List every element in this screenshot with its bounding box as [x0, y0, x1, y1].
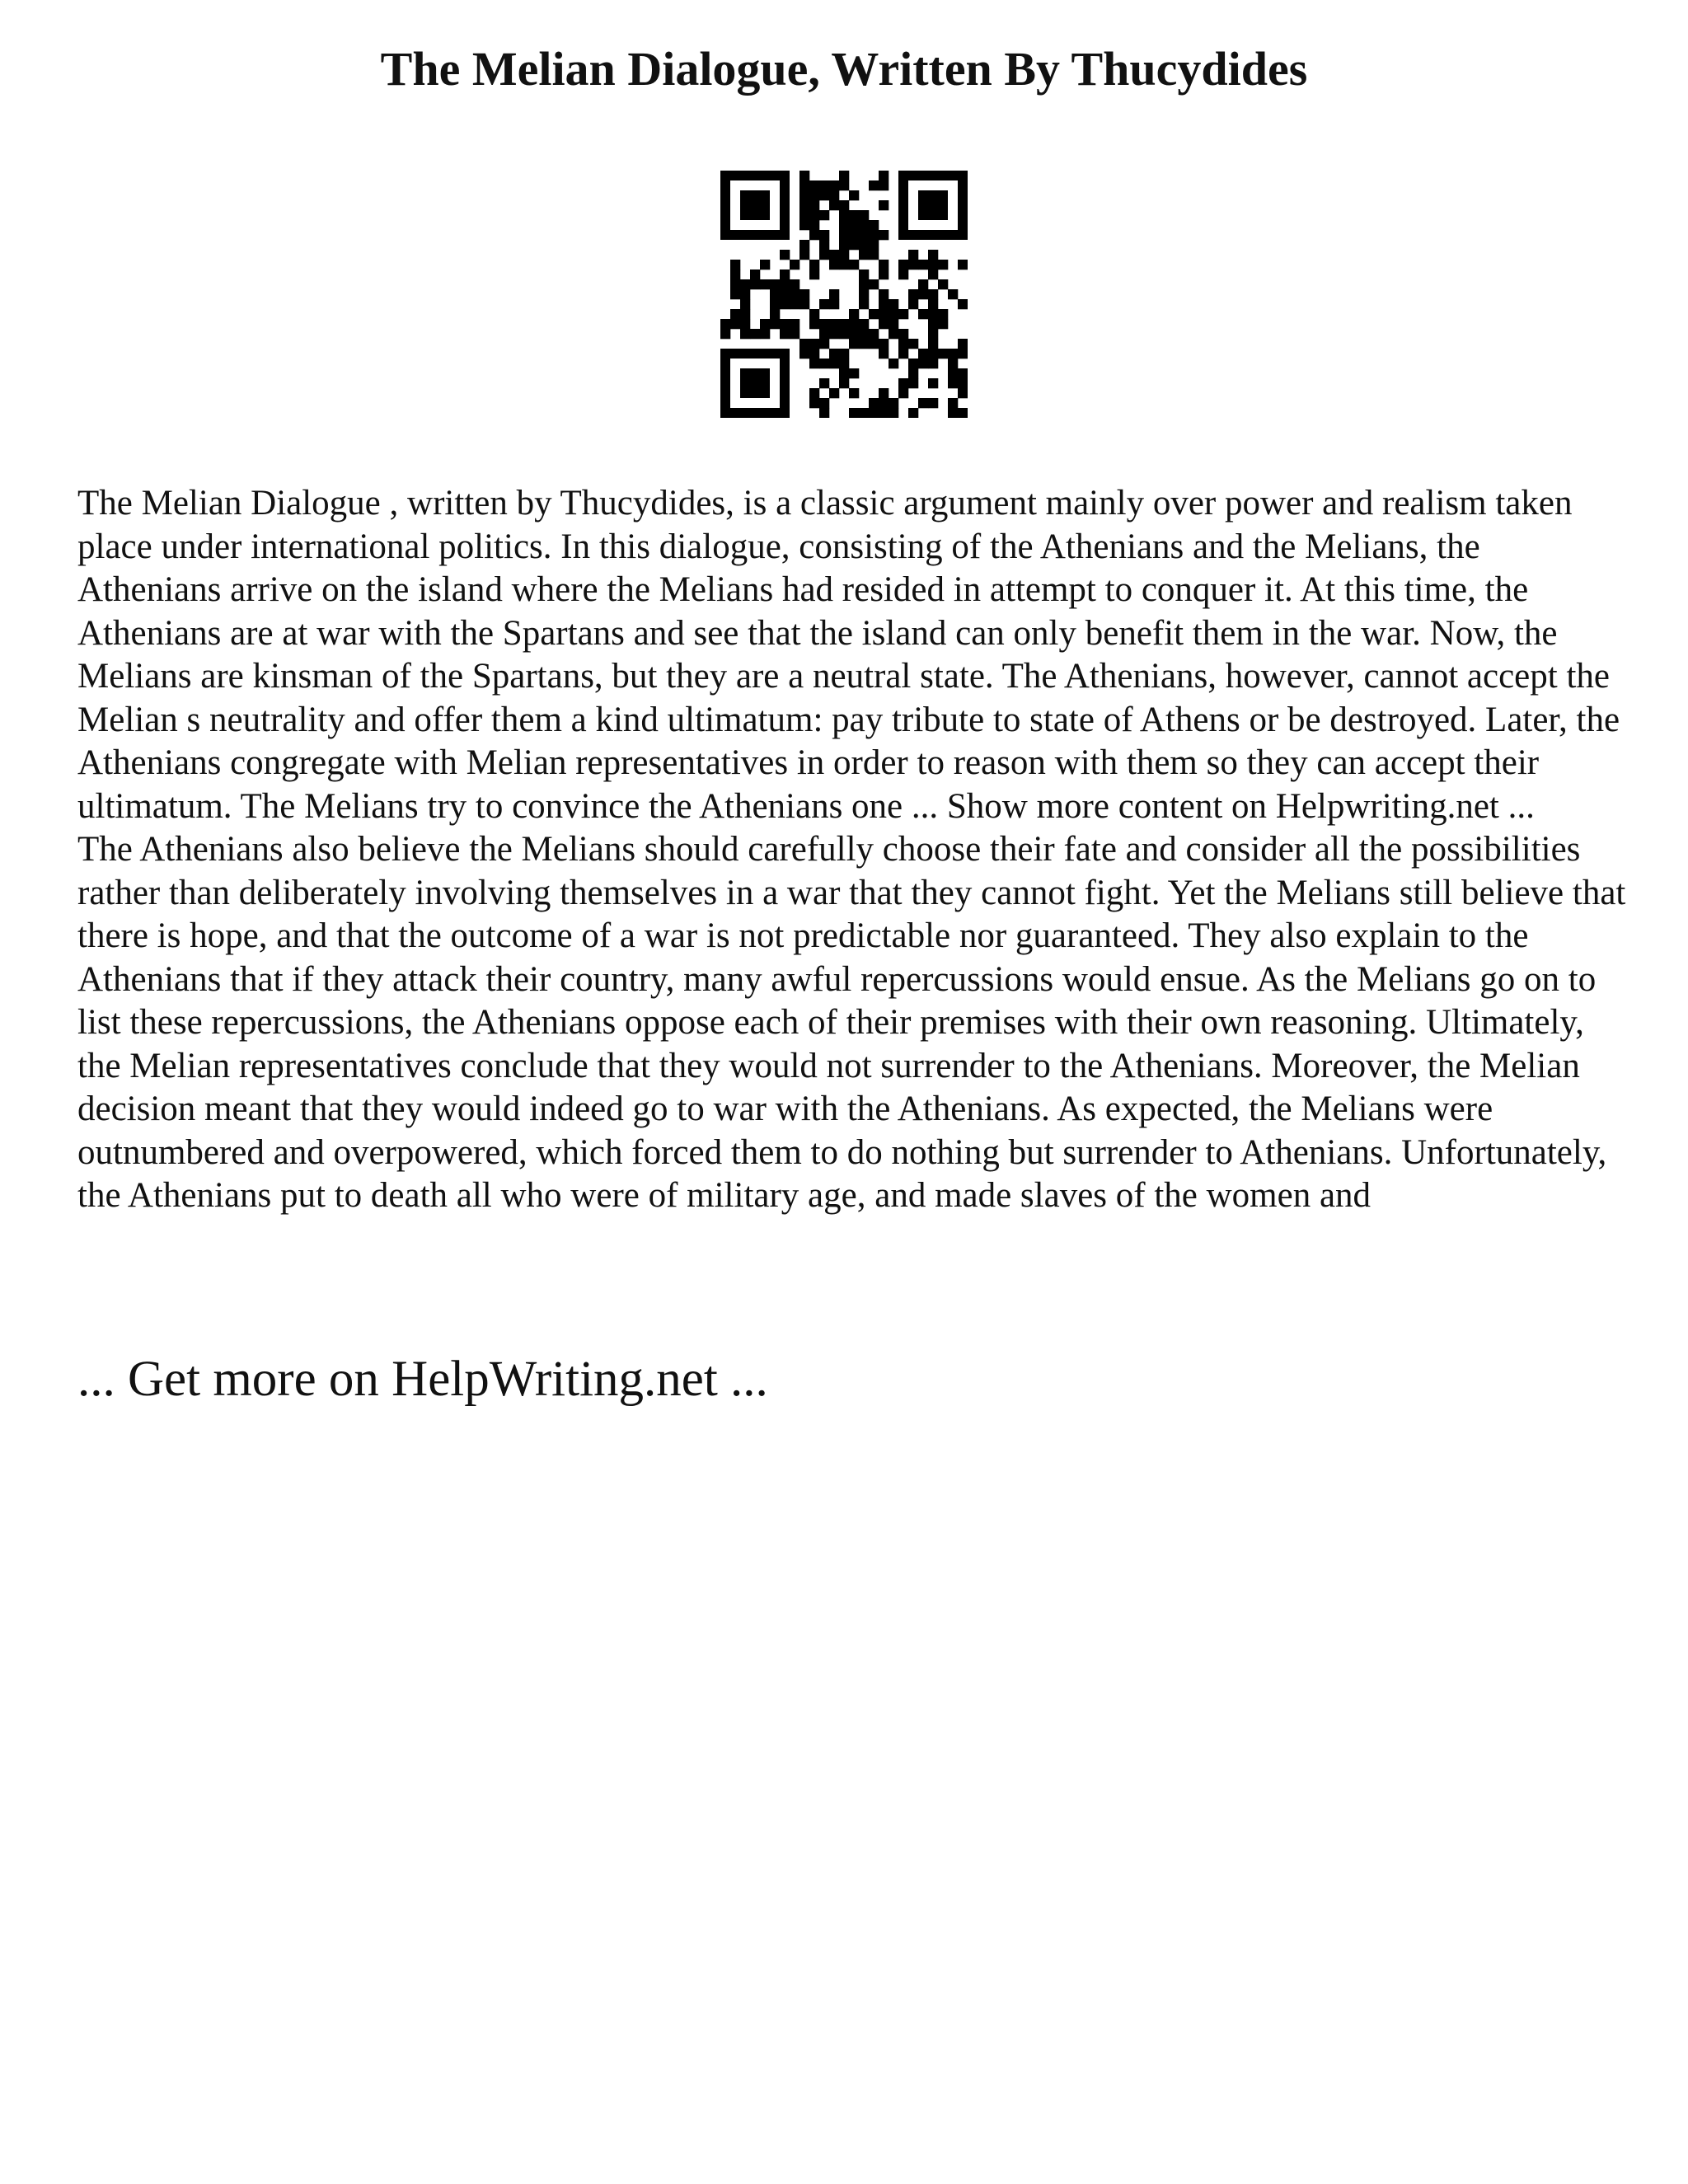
document-body — [77, 482, 1627, 1218]
qr-code-icon[interactable] — [720, 171, 968, 418]
document-title: The Melian Dialogue, Written By Thucydides — [380, 42, 1308, 96]
paragraph-2: The Athenians also believe the Melians should carefully choose their fate and consider all the possibilities rather than deliberately involving themselves in a war that they cannot fight. Yet the Melians still believe that there is hope, and that the outcome of a war is not predictable nor guaranteed. They also explain to the Athenians that if they attack their country, many awful repercussions would ensue. As the Melians go on to list these repercussions, the Athenians oppose each of their premises with their own reasoning. Ultimately, the Melian representatives conclude that they would not surrender to the Athenians. Moreover, the Melian decision meant that they would indeed go to war with the Athenians. As expected, the Melians were outnumbered and overpowered, which forced them to do nothing but surrender to Athenians. Unfortunately, the Athenians put to death all who were of military age, and made slaves of the women and — [77, 830, 1626, 1215]
paragraph-1: The Melian Dialogue , written by Thucydides, is a classic argument mainly over power and realism taken place under international politics. In this dialogue, consisting of the Athenians and the Melians, the Athenians arrive on the island where the Melians had resided in attempt to conquer it. At this time, the Athenians are at war with the Spartans and see that the island can only benefit them in the war. Now, the Melians are kinsman of the Spartans, but they are a neutral state. The Athenians, however, cannot accept the Melian s neutrality and offer them a kind ultimatum: pay tribute to state of Athens or be destroyed. Later, the Athenians congregate with Melian representatives in order to reason with them so they can accept their ultimatum. The Melians try to convince the Athenians one ... Show more content on Helpwriting.net ... — [77, 484, 1620, 826]
get-more-link[interactable]: ... Get more on HelpWriting.net ... — [77, 1352, 768, 1407]
